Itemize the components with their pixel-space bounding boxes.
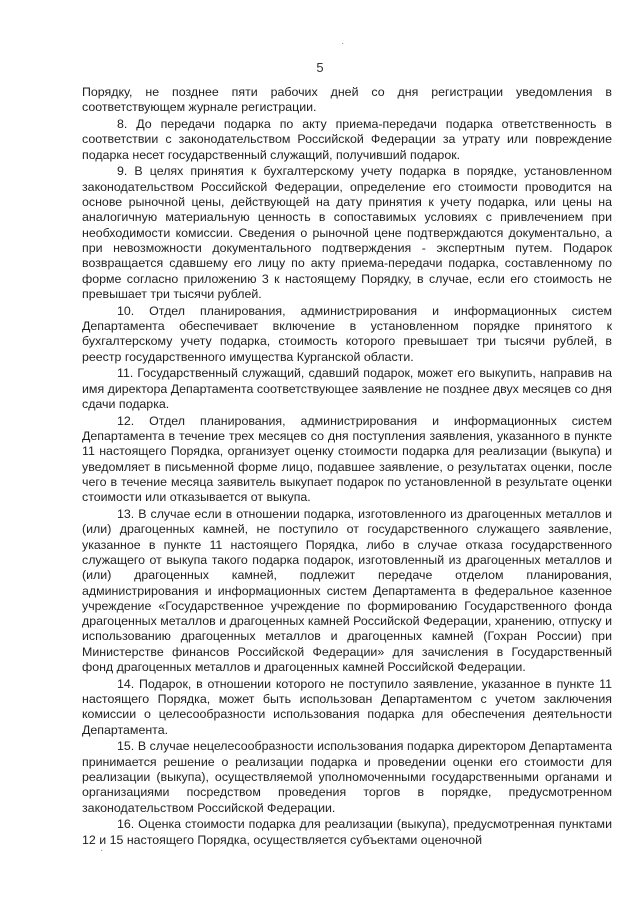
paragraph-14: 14. Подарок, в отношении которого не поступило заявление, указанное в пункте 11 настоящего Порядка, может быть использован Департаментом с учетом заключения комиссии о целесообразности использования подарка для обеспечения деятельности Департамента.	[82, 676, 612, 737]
paragraph-15: 15. В случае нецелесообразности использования подарка директором Департамента принимается решение о реализации подарка и проведении оценки его стоимости для реализации (выкупа), осуществляемой уполномоченными государственными органами и организациями посредством проведения торгов в порядке, предусмотренном законодательством Российской Федерации.	[82, 739, 612, 815]
paragraph-10: 10. Отдел планирования, администрирования и информационных систем Департамента обеспечивает включение в установленном порядке принятого к бухгалтерскому учету подарка, стоимость которого превышает три тысячи рублей, в реестр государственного имущества Курганской области.	[82, 303, 612, 364]
paragraph-8: 8. До передачи подарка по акту приема-передачи подарка ответственность в соответствии с законодательством Российской Федерации за утрату или повреждение подарка несет государственный служащий, получивший подарок.	[82, 117, 612, 162]
paragraph-9: 9. В целях принятия к бухгалтерскому учету подарка в порядке, установленном законодательством Российской Федерации, определение его стоимости проводится на основе рыночной цены, действующей на дату принятия к учету подарка, или цены на аналогичную материальную ценность в сопоставимых условиях с привлечением при необходимости комиссии. Сведения о рыночной цене подтверждаются документально, а при невозможности документального подтверждения - экспертным путем. Подарок возвращается сдавшему его лицу по акту приема-передачи подарка, составленному по форме согласно приложению 3 к настоящему Порядку, в случае, если его стоимость не превышает три тысячи рублей.	[82, 164, 612, 301]
paragraph-16: 16. Оценка стоимости подарка для реализации (выкупа), предусмотренная пунктами 12 и 15 настоящего Порядка, осуществляется субъектами оценочной	[82, 817, 612, 847]
document-body	[82, 85, 612, 850]
page-number: 5	[316, 60, 324, 75]
paragraph-11: 11. Государственный служащий, сдавший подарок, может его выкупить, направив на имя директора Департамента соответствующее заявление не позднее двух месяцев со дня сдачи подарка.	[82, 366, 612, 411]
paragraph-13: 13. В случае если в отношении подарка, изготовленного из драгоценных металлов и (или) драгоценных камней, не поступило от государственного служащего заявление, указанное в пункте 11 настоящего Порядка, либо в случае отказа государственного служащего от выкупа такого подарка подарок, изготовленный из драгоценных металлов и (или) драгоценных камней, подлежит передаче отделом планирования, администрирования и информационных систем Департамента в федеральное казенное учреждение «Государственное учреждение по формированию Государственного фонда драгоценных металлов и драгоценных камней Российской Федерации, хранению, отпуску и использованию драгоценных металлов и драгоценных камней (Гохран России) при Министерстве финансов Российской Федерации» для зачисления в Государственный фонд драгоценных металлов и драгоценных камней Российской Федерации.	[82, 507, 612, 674]
scan-speck: ·	[341, 38, 345, 49]
paragraph-continuation: Порядку, не позднее пяти рабочих дней со дня регистрации уведомления в соответствующем журнале регистрации.	[82, 85, 612, 115]
paragraph-12: 12. Отдел планирования, администрирования и информационных систем Департамента в течение трех месяцев со дня поступления заявления, указанного в пункте 11 настоящего Порядка, организует оценку стоимости подарка для реализации (выкупа) и уведомляет в письменной форме лицо, подавшее заявление, о результатах оценки, после чего в течение месяца заявитель выкупает подарок по установленной в результате оценки стоимости или отказывается от выкупа.	[82, 413, 612, 505]
scan-speck: ·	[100, 845, 104, 856]
